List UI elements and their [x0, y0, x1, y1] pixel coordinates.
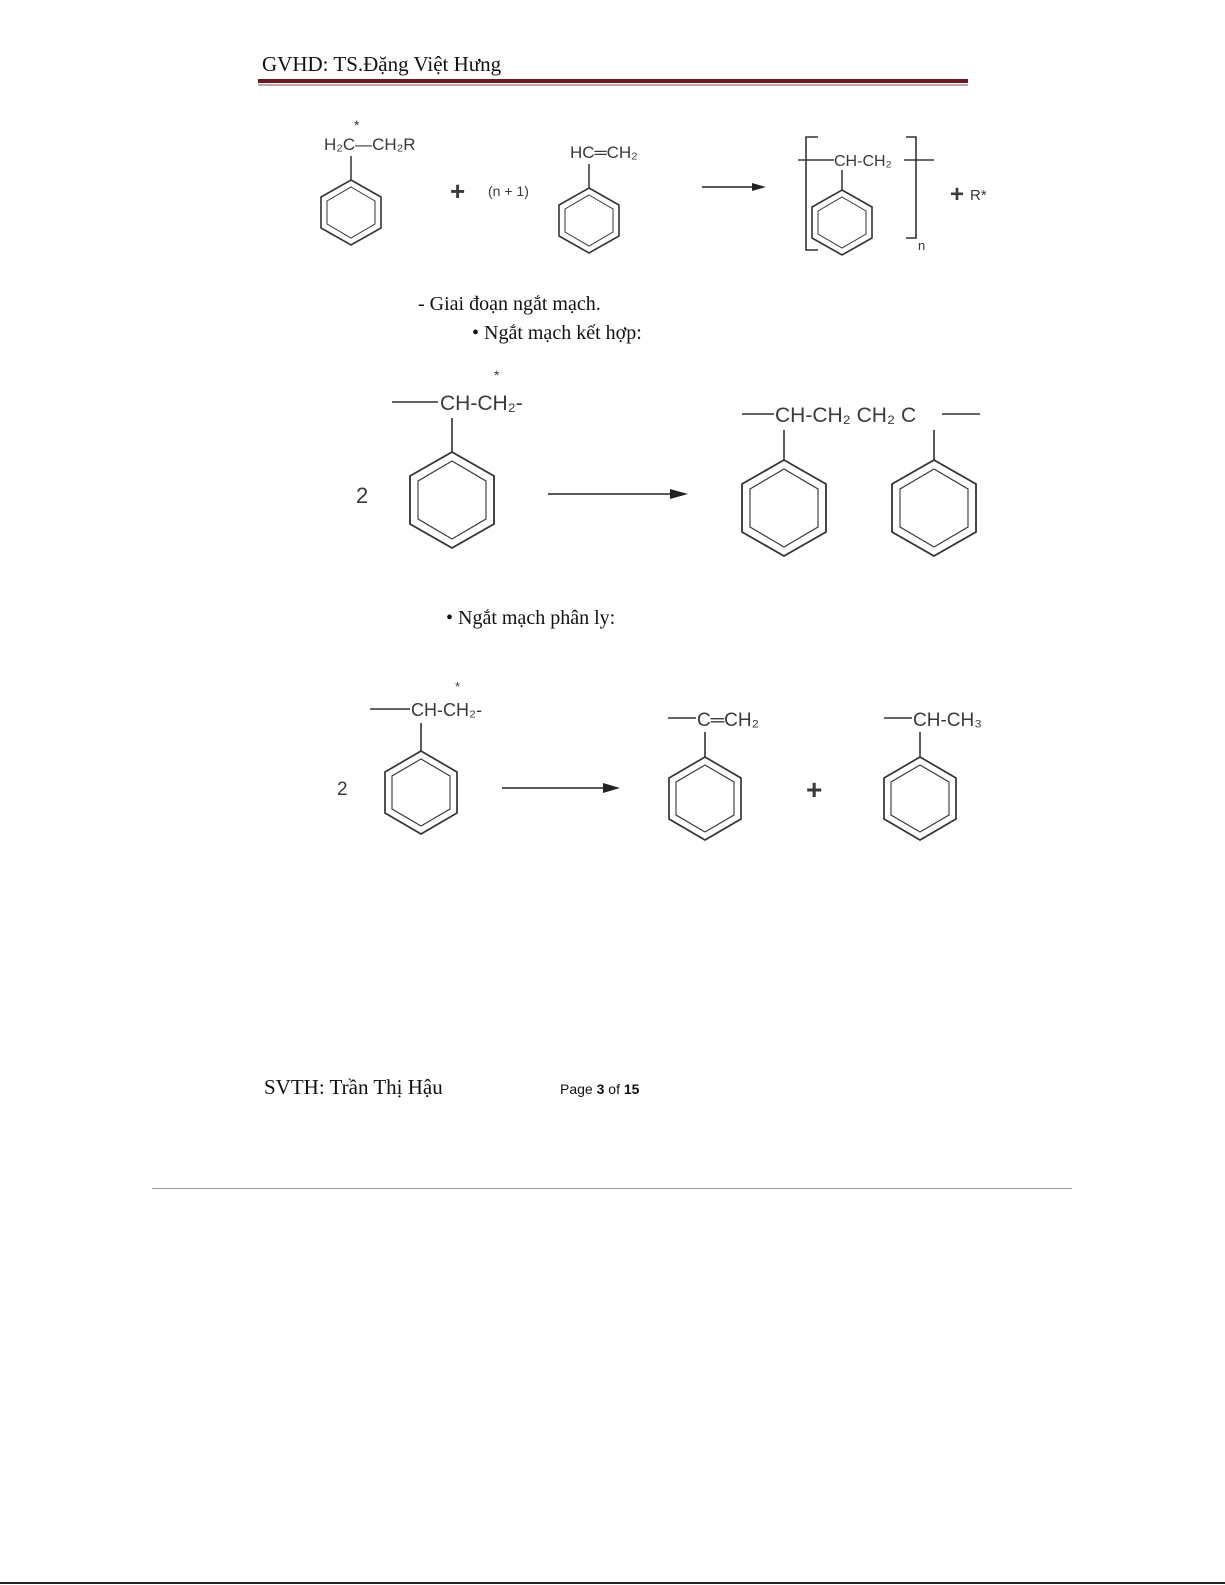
benzene-ring	[410, 452, 494, 548]
page-current: 3	[596, 1081, 605, 1097]
reaction-arrow	[752, 183, 766, 191]
reactant-formula: CH-CH₂-	[440, 392, 523, 415]
benzene-ring	[559, 188, 619, 253]
radical-mark: *	[455, 679, 461, 694]
plus-sign: +	[950, 181, 965, 208]
page-total: 15	[623, 1081, 640, 1097]
page-word: Page	[560, 1081, 593, 1097]
bracket-right	[906, 137, 916, 238]
header-rule-shadow	[258, 84, 968, 86]
bullet-combination: • Ngắt mạch kết hợp:	[472, 322, 642, 344]
coefficient: 2	[337, 779, 348, 800]
header-rule	[258, 79, 968, 83]
combination-equation	[0, 360, 1225, 570]
page-bottom-edge	[0, 1582, 1225, 1584]
product2-formula: CH-CH₃	[913, 710, 982, 731]
footer-author: SVTH: Trần Thị Hậu	[264, 1075, 443, 1099]
plus-sign: +	[806, 774, 823, 805]
repeat-subscript: n	[918, 238, 926, 253]
propagation-equation	[0, 110, 1225, 270]
radical-mark: *	[354, 117, 360, 133]
benzene-ring	[385, 751, 457, 834]
radical-mark: *	[494, 367, 500, 383]
coefficient: 2	[356, 483, 369, 508]
benzene-ring	[892, 460, 976, 556]
disproportionation-equation	[0, 675, 1225, 850]
byproduct-formula: R*	[970, 187, 987, 204]
page-header: GVHD: TS.Đặng Việt Hưng	[262, 52, 502, 76]
benzene-ring	[742, 460, 826, 556]
product-formula: CH-CH₂ CH₂ C	[775, 404, 917, 427]
page-separator	[152, 1188, 1072, 1189]
page-of: of	[608, 1081, 620, 1097]
reactant-formula: CH-CH₂-	[411, 700, 482, 720]
plus-sign: +	[450, 176, 466, 206]
benzene-ring	[812, 190, 872, 255]
benzene-ring	[669, 757, 741, 840]
coefficient: (n + 1)	[488, 183, 529, 199]
benzene-ring	[321, 180, 381, 245]
benzene-ring	[884, 757, 956, 840]
bullet-disproportionation: • Ngắt mạch phân ly:	[446, 607, 616, 629]
product1-formula: C═CH₂	[697, 710, 760, 731]
reaction-arrow	[603, 783, 620, 793]
termination-heading: - Giai đoạn ngắt mạch.	[418, 293, 601, 315]
reactant-formula: H₂C—CH₂R	[324, 135, 416, 154]
page-number	[560, 1081, 639, 1097]
reaction-arrow	[670, 489, 688, 499]
monomer-formula: HC═CH₂	[570, 143, 638, 162]
polymer-formula: CH-CH₂	[834, 153, 892, 170]
